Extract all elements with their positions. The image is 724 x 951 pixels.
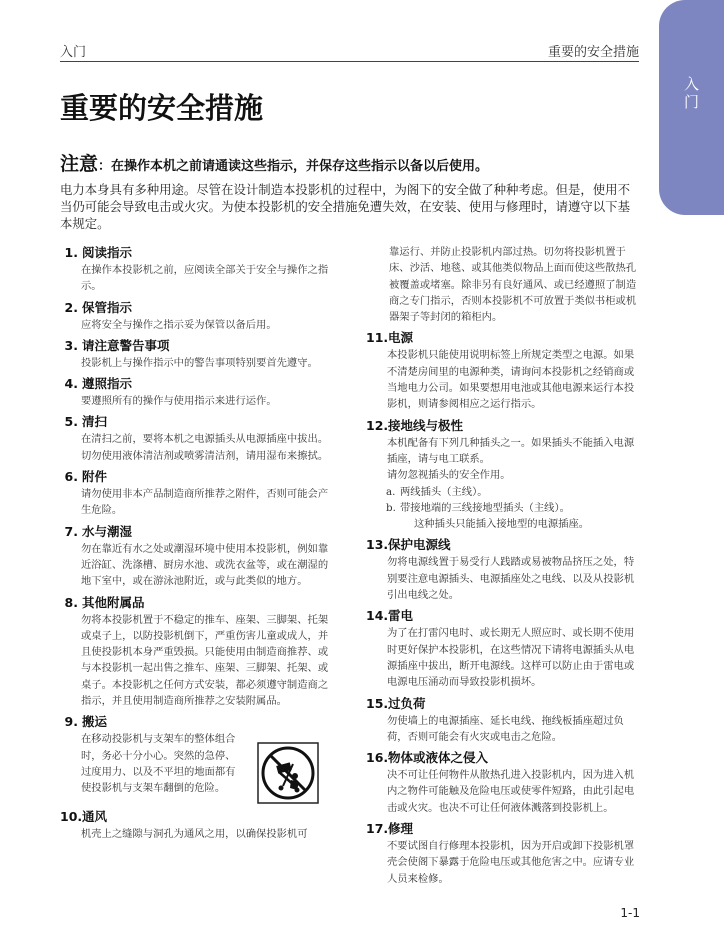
- list-item: [60, 299, 335, 333]
- item-number: 6.: [64, 469, 78, 485]
- item-number: 14.: [366, 608, 389, 624]
- item-title: 搬运: [82, 714, 108, 730]
- item-number: 3.: [64, 337, 78, 353]
- item-body: 投影机上与操作指示中的警告事项特别要首先遵守。: [81, 356, 318, 369]
- item-number: 17.: [366, 821, 389, 837]
- item-body: 应将安全与操作之指示妥为保管以备后用。: [81, 318, 277, 331]
- sub-item-text: 带接地端的三线接地型插头（主线）。: [400, 501, 570, 514]
- item-number: 15.: [366, 695, 389, 711]
- item-body: 勿将电源线置于易受行人践踏或易被物品挤压之处，特别要注意电源插头、电源插座处之电线、以及从投影机引出电线之处。: [387, 556, 635, 602]
- item-body: 为了在打雷闪电时、或长期无人照应时、或长期不使用时更好保护本投影机，在这些情况下请将电源插头从电源插座中拔出，断开电源线。这样可以防止由于雷电或电源电压涌动而导致投影机损坏。: [387, 627, 635, 689]
- list-item: [366, 695, 641, 746]
- item-title: 阅读指示: [82, 245, 133, 260]
- list-item: [60, 413, 335, 464]
- item-number: 4.: [64, 376, 78, 392]
- item-title: 电源: [388, 330, 414, 346]
- item-number: 8.: [64, 594, 78, 610]
- list-item-transport: [60, 713, 335, 804]
- cart-tipover-warning-icon: [257, 742, 319, 804]
- list-item: [60, 244, 335, 295]
- item-number: 5.: [64, 414, 78, 430]
- list-item: [366, 329, 641, 412]
- header-section: 重要的安全措施: [547, 45, 639, 60]
- notice-label: 注意: [60, 153, 99, 175]
- item-number: 16.: [366, 750, 389, 766]
- list-item: [366, 536, 641, 603]
- item-body: 勿将本投影机置于不稳定的推车、座架、三脚架、托架或桌子上，以防投影机倒下，严重伤害儿童或成人，并且使投影机本身严重毁损。只能使用由制造商推荐、或与本投影机一起出售之推车、座架、三脚架、托架、或桌子。本投影机之任何方式安装，都必须遵守制造商之指示，并且使用制造商所推荐之安装附属品。: [81, 613, 329, 708]
- item-body: 机壳上之缝隙与洞孔为通风之用，以确保投影机可: [81, 828, 308, 841]
- item-body: 本投影机只能使用说明标签上所规定类型之电源。如果不清楚房间里的电源种类，请询问本投影机之经销商或当地电力公司。如果要想用电池或其他电源来运行本投影机，则请参阅相应之运行指示。: [387, 349, 635, 411]
- item-title: 修理: [388, 821, 414, 837]
- item-number: 9.: [64, 714, 78, 730]
- page-number: 1-1: [620, 906, 640, 920]
- item-title: 过负荷: [388, 695, 426, 711]
- ventilation-continuation: 靠运行、并防止投影机内部过热。切勿将投影机置于床、沙活、地毯、或其他类似物品上面而使这些散热孔被覆盖或堵塞。除非另有良好通风、或已经遵照了制造商之专门指示，否则本投影机不可放置于类似书柜或机器架子等封闭的箱柜内。: [389, 246, 637, 324]
- sub-note: 这种插头只能插入接地型的电源插座。: [414, 518, 590, 531]
- header-divider: [60, 61, 639, 62]
- item-body: 决不可让任何物件从散热孔进入投影机内，因为进入机内之物件可能触及危险电压或使零件短路，由此引起电击或火灾。也决不可让任何液体溅落到投影机上。: [387, 769, 635, 814]
- list-item: [366, 749, 641, 816]
- notice-text: ：在操作本机之前请通读这些指示，并保存这些指示以备以后使用。: [98, 159, 489, 174]
- item-body: 在操作本投影机之前，应阅读全部关于安全与操作之指示。: [81, 264, 329, 293]
- notice: [60, 149, 660, 176]
- item-number: 12.: [366, 417, 389, 433]
- list-item: [366, 607, 641, 690]
- header-chapter: 入门: [60, 45, 87, 60]
- item-title: 接地线与极性: [388, 417, 464, 433]
- item-body: 在清扫之前，要将本机之电源插头从电源插座中拔出。切勿使用液体清洁剂或喷雾清洁剂，请用湿布来擦拭。: [81, 433, 329, 462]
- item-number: 11.: [366, 330, 389, 346]
- list-item: [60, 337, 335, 371]
- item-title: 物体或液体之侵入: [388, 750, 489, 766]
- item-body: 请勿使用非本产品制造商所推荐之附件，否则可能会产生危险。: [81, 488, 329, 517]
- sub-item-label: b.: [386, 501, 396, 514]
- item-title: 附件: [82, 469, 108, 485]
- item-body: 勿在靠近有水之处或潮湿环境中使用本投影机，例如靠近浴缸、洗涤槽、厨房水池、或洗衣盆等，或在潮湿的地下室中，或在游泳池附近，或与此类似的地方。: [81, 542, 329, 588]
- sub-item: [366, 484, 641, 500]
- left-column: [60, 244, 335, 847]
- item-body: 在移动投影机与支架车的整体组合时，务必十分小心。突然的急停、过度用力、以及不平坦的地面都有使投影机与支架车翻倒的危险。: [81, 733, 236, 795]
- list-item-ventilation: [60, 808, 335, 842]
- right-column: [366, 244, 641, 891]
- item-body: 本机配备有下列几种插头之一。如果插头不能插入电源插座，请与电工联系。 请勿忽视插头的安全作用。: [387, 436, 635, 482]
- item-title: 保护电源线: [388, 537, 451, 553]
- item-title: 清扫: [82, 414, 108, 430]
- item-number: 7.: [64, 523, 78, 539]
- item-title: 雷电: [388, 608, 414, 624]
- item-number: 13.: [366, 537, 389, 553]
- item-title: 请注意警告事项: [82, 337, 170, 353]
- item-body: 要遵照所有的操作与使用指示来进行运作。: [81, 395, 277, 408]
- sub-item-text: 两线插头（主线）。: [400, 485, 488, 498]
- item-title: 保管指示: [82, 299, 133, 315]
- list-item: [60, 594, 335, 710]
- item-number: 1.: [64, 245, 78, 260]
- item-title: 水与潮湿: [82, 523, 133, 539]
- section-tab[interactable]: [659, 0, 724, 215]
- list-item: [366, 417, 641, 533]
- item-title: 其他附属品: [82, 594, 145, 610]
- list-item: [60, 468, 335, 519]
- item-number: 10.: [60, 809, 83, 825]
- item-body: 不要试图自行修理本投影机，因为开启或卸下投影机罩壳会使阁下暴露于危险电压或其他危害之中。应请专业人员来检修。: [387, 840, 635, 885]
- item-body: 勿使墙上的电源插座、延长电线、拖线板插座超过负荷，否则可能会有火灾或电击之危险。: [387, 714, 624, 743]
- item-number: 2.: [64, 299, 78, 315]
- item-title: 遵照指示: [82, 376, 133, 392]
- page-title: 重要的安全措施: [60, 91, 264, 125]
- sub-item-label: a.: [386, 485, 396, 498]
- section-tab-label: 入门: [682, 76, 700, 112]
- list-item: [366, 820, 641, 887]
- intro-paragraph: 电力本身具有多种用途。尽管在设计制造本投影机的过程中，为阁下的安全做了种种考虑。但是，使用不当仍可能会导致电击或火灾。为使本投影机的安全措施免遭失效，在安装、使用与修理时，请遵守以下基本规定。: [60, 182, 630, 231]
- sub-item: [366, 500, 641, 516]
- list-item: [60, 523, 335, 590]
- list-item: [60, 375, 335, 409]
- item-title: 通风: [82, 809, 108, 825]
